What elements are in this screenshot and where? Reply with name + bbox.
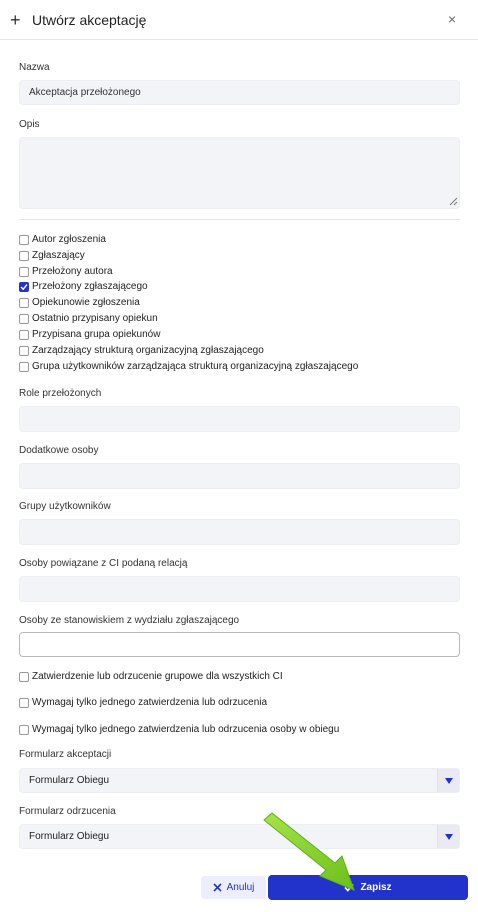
checkbox-ticket-handlers[interactable] (19, 297, 140, 308)
checkbox-label: Wymagaj tylko jednego zatwierdzenia lub odrzucenia (32, 697, 268, 708)
checkbox-box[interactable] (19, 698, 29, 708)
user-groups-label: Grupy użytkowników (19, 501, 111, 512)
user-groups-input[interactable] (19, 519, 460, 545)
close-icon[interactable]: × (448, 11, 457, 27)
dialog-title: Utwórz akceptację (32, 12, 147, 28)
checkbox-label: Zgłaszający (32, 250, 85, 261)
checkbox-box[interactable] (19, 725, 29, 735)
checkbox-label: Ostatnio przypisany opiekun (32, 313, 158, 324)
description-label: Opis (19, 119, 40, 130)
plus-icon: + (10, 10, 21, 30)
save-label: Zapisz (360, 882, 392, 893)
x-icon (213, 883, 222, 892)
dialog-header (0, 0, 478, 40)
name-label: Nazwa (19, 62, 50, 73)
checkbox-org-structure-user-group[interactable] (19, 361, 358, 372)
accept-form-label: Formularz akceptacji (19, 749, 112, 760)
checkbox-last-assigned-handler[interactable] (19, 313, 158, 324)
additional-people-label: Dodatkowe osoby (19, 445, 99, 456)
check-icon (344, 883, 354, 892)
checkbox-box[interactable] (19, 330, 29, 340)
cancel-button[interactable] (201, 876, 266, 899)
checkbox-author-supervisor[interactable] (19, 266, 113, 277)
checkmark-icon (20, 283, 28, 291)
checkbox-box[interactable] (19, 298, 29, 308)
checkbox-label: Autor zgłoszenia (32, 234, 106, 245)
checkbox-group-approval-all-ci[interactable] (19, 671, 283, 682)
checkbox-label: Przełożony autora (32, 266, 113, 277)
supervisor-roles-label: Role przełożonych (19, 388, 102, 399)
accept-form-value: Formularz Obiegu (29, 775, 110, 786)
reject-form-value: Formularz Obiegu (29, 831, 110, 842)
additional-people-input[interactable] (19, 463, 460, 489)
checkbox-requester-supervisor[interactable] (19, 281, 148, 292)
save-button[interactable] (268, 875, 468, 900)
checkbox-assigned-handler-group[interactable] (19, 329, 160, 340)
reject-form-select[interactable] (19, 824, 460, 849)
ci-related-input[interactable] (19, 576, 460, 602)
checkbox-box[interactable] (19, 314, 29, 324)
checkbox-label: Zatwierdzenie lub odrzucenie grupowe dla wszystkich CI (32, 671, 283, 682)
checkbox-label: Wymagaj tylko jednego zatwierdzenia lub odrzucenia osoby w obiegu (32, 724, 340, 735)
checkbox-org-structure-manager[interactable] (19, 345, 264, 356)
checkbox-box[interactable] (19, 267, 29, 277)
checkbox-box[interactable] (19, 346, 29, 356)
cancel-label: Anuluj (226, 882, 255, 893)
checkbox-single-approval-in-flow[interactable] (19, 724, 339, 735)
name-input[interactable]: Akceptacja przełożonego (19, 80, 460, 105)
checkbox-box[interactable] (19, 235, 29, 245)
checkbox-label: Opiekunowie zgłoszenia (32, 297, 140, 308)
dropdown-arrow-icon[interactable] (437, 769, 459, 792)
checkbox-box-checked[interactable] (19, 282, 29, 292)
checkbox-label: Zarządzający strukturą organizacyjną zgłaszającego (32, 345, 264, 356)
position-label: Osoby ze stanowiskiem z wydziału zgłaszającego (19, 615, 240, 626)
position-input[interactable] (19, 632, 460, 657)
accept-form-select[interactable] (19, 768, 460, 793)
checkbox-requester[interactable] (19, 250, 85, 261)
ci-related-label: Osoby powiązane z CI podaną relacją (19, 558, 188, 569)
checkbox-label: Przełożony zgłaszającego (32, 281, 148, 292)
dropdown-arrow-icon[interactable] (437, 825, 459, 848)
checkbox-box[interactable] (19, 362, 29, 372)
supervisor-roles-input[interactable] (19, 406, 460, 432)
reject-form-label: Formularz odrzucenia (19, 806, 116, 817)
checkbox-single-approval[interactable] (19, 697, 267, 708)
resize-grip-icon[interactable] (448, 196, 458, 206)
divider (19, 219, 460, 220)
checkbox-label: Przypisana grupa opiekunów (32, 329, 161, 340)
checkbox-box[interactable] (19, 672, 29, 682)
description-textarea[interactable] (19, 137, 460, 209)
checkbox-label: Grupa użytkowników zarządzająca strukturą organizacyjną zgłaszającego (32, 361, 359, 372)
checkbox-author[interactable] (19, 234, 106, 245)
checkbox-box[interactable] (19, 251, 29, 261)
